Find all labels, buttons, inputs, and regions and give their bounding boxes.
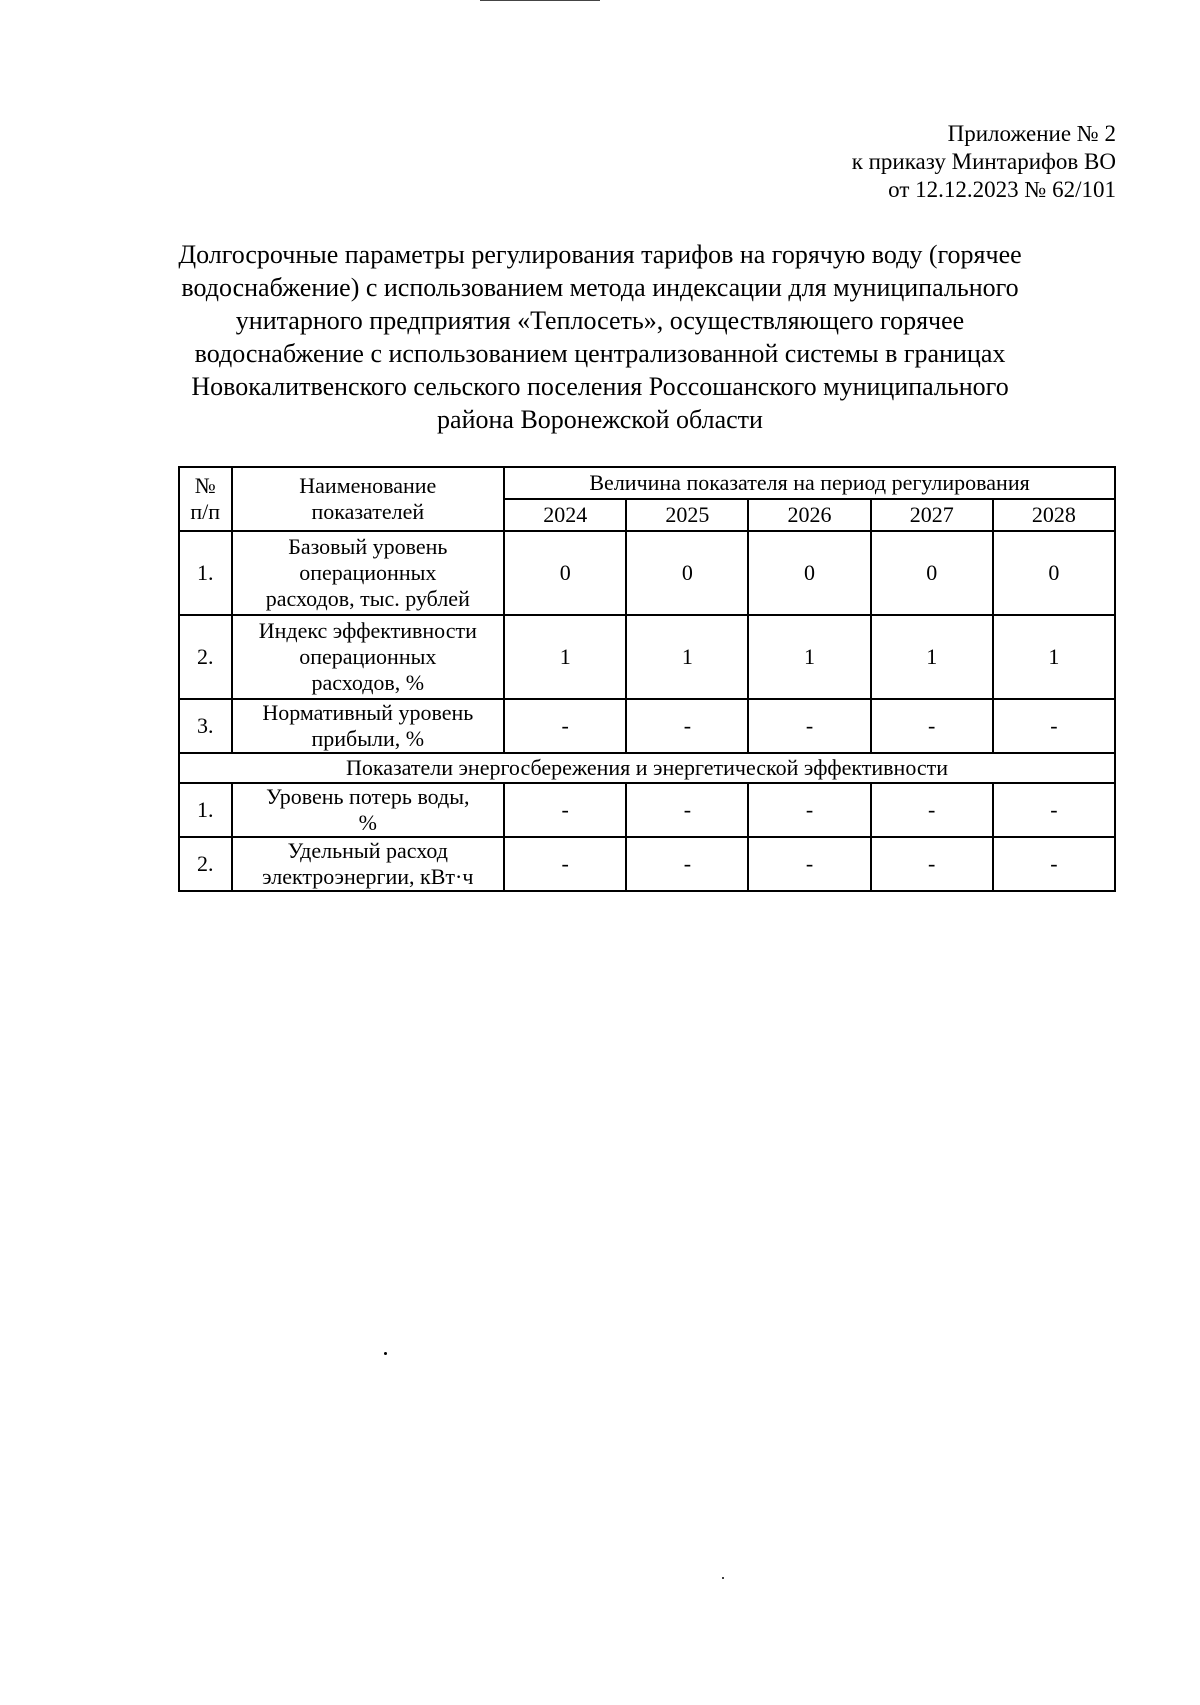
section-title: Показатели энергосбережения и энергетической эффективности bbox=[179, 753, 1115, 783]
year-cell: 2026 bbox=[748, 499, 870, 531]
row-name bbox=[232, 615, 505, 699]
section-header-row bbox=[179, 753, 1115, 783]
value-cell: - bbox=[993, 783, 1115, 837]
value-cell: - bbox=[626, 783, 748, 837]
appendix-number: Приложение № 2 bbox=[947, 121, 1116, 146]
header-cell-number bbox=[179, 467, 232, 531]
value-cell: 0 bbox=[871, 531, 993, 615]
title-line: Новокалитвенского сельского поселения Россошанского муниципального bbox=[191, 372, 1009, 401]
table-row bbox=[179, 783, 1115, 837]
table-row bbox=[179, 615, 1115, 699]
appendix-order-reference: к приказу Минтарифов ВО bbox=[851, 149, 1116, 174]
value-cell: 0 bbox=[504, 531, 626, 615]
value-cell: 0 bbox=[993, 531, 1115, 615]
year-cell: 2024 bbox=[504, 499, 626, 531]
year-cell: 2025 bbox=[626, 499, 748, 531]
value-cell: 1 bbox=[504, 615, 626, 699]
scan-speck bbox=[384, 1352, 387, 1355]
header-number-label: № bbox=[194, 473, 216, 498]
appendix-order-date: от 12.12.2023 № 62/101 bbox=[888, 177, 1116, 202]
row-number: 3. bbox=[179, 699, 232, 753]
year-cell: 2028 bbox=[993, 499, 1115, 531]
row-name-line: Удельный расход bbox=[287, 838, 448, 863]
row-name-line: Нормативный уровень bbox=[262, 700, 474, 725]
value-cell: - bbox=[626, 837, 748, 891]
row-number: 1. bbox=[179, 531, 232, 615]
row-name-line: операционных bbox=[299, 560, 437, 585]
value-cell: - bbox=[993, 699, 1115, 753]
title-line: унитарного предприятия «Теплосеть», осуществляющего горячее bbox=[235, 306, 965, 335]
value-cell: - bbox=[871, 837, 993, 891]
scan-edge-line bbox=[480, 0, 600, 1]
title-line: Долгосрочные параметры регулирования тарифов на горячую воду (горячее bbox=[178, 240, 1022, 269]
row-name-line: электроэнергии, кВт·ч bbox=[262, 864, 474, 889]
table-row bbox=[179, 531, 1115, 615]
value-cell: - bbox=[626, 699, 748, 753]
appendix-header bbox=[852, 120, 1116, 204]
value-cell: - bbox=[504, 837, 626, 891]
title-line: водоснабжение) с использованием метода индексации для муниципального bbox=[181, 273, 1019, 302]
value-cell: - bbox=[504, 699, 626, 753]
header-cell-value: Величина показателя на период регулирования bbox=[504, 467, 1115, 499]
value-cell: 1 bbox=[993, 615, 1115, 699]
document-title bbox=[140, 238, 1060, 436]
row-name-line: расходов, тыс. рублей bbox=[265, 586, 470, 611]
value-cell: - bbox=[871, 783, 993, 837]
table-row bbox=[179, 699, 1115, 753]
title-line: водоснабжение с использованием централизованной системы в границах bbox=[194, 339, 1006, 368]
parameters-table bbox=[178, 466, 1116, 892]
scan-speck bbox=[722, 1577, 724, 1579]
row-name bbox=[232, 699, 505, 753]
header-name-label: Наименование bbox=[299, 473, 437, 498]
value-cell: 0 bbox=[626, 531, 748, 615]
header-number-sublabel: п/п bbox=[190, 499, 221, 524]
value-cell: - bbox=[748, 783, 870, 837]
value-cell: - bbox=[871, 699, 993, 753]
row-number: 2. bbox=[179, 837, 232, 891]
value-cell: 1 bbox=[748, 615, 870, 699]
row-name-line: Индекс эффективности bbox=[258, 618, 477, 643]
row-name-line: расходов, % bbox=[311, 670, 425, 695]
header-cell-name bbox=[232, 467, 505, 531]
row-name-line: % bbox=[358, 810, 377, 835]
table-header-row bbox=[179, 467, 1115, 499]
row-name-line: операционных bbox=[299, 644, 437, 669]
value-cell: - bbox=[748, 699, 870, 753]
value-cell: - bbox=[748, 837, 870, 891]
value-cell: 0 bbox=[748, 531, 870, 615]
row-name-line: Базовый уровень bbox=[288, 534, 448, 559]
row-name bbox=[232, 783, 505, 837]
value-cell: 1 bbox=[871, 615, 993, 699]
row-name-line: Уровень потерь воды, bbox=[266, 784, 470, 809]
row-name bbox=[232, 531, 505, 615]
year-cell: 2027 bbox=[871, 499, 993, 531]
row-number: 2. bbox=[179, 615, 232, 699]
title-line: района Воронежской области bbox=[437, 405, 763, 434]
header-name-sublabel: показателей bbox=[311, 499, 425, 524]
row-number: 1. bbox=[179, 783, 232, 837]
value-cell: - bbox=[504, 783, 626, 837]
row-name-line: прибыли, % bbox=[311, 726, 425, 751]
value-cell: - bbox=[993, 837, 1115, 891]
table-row bbox=[179, 837, 1115, 891]
value-cell: 1 bbox=[626, 615, 748, 699]
row-name bbox=[232, 837, 505, 891]
